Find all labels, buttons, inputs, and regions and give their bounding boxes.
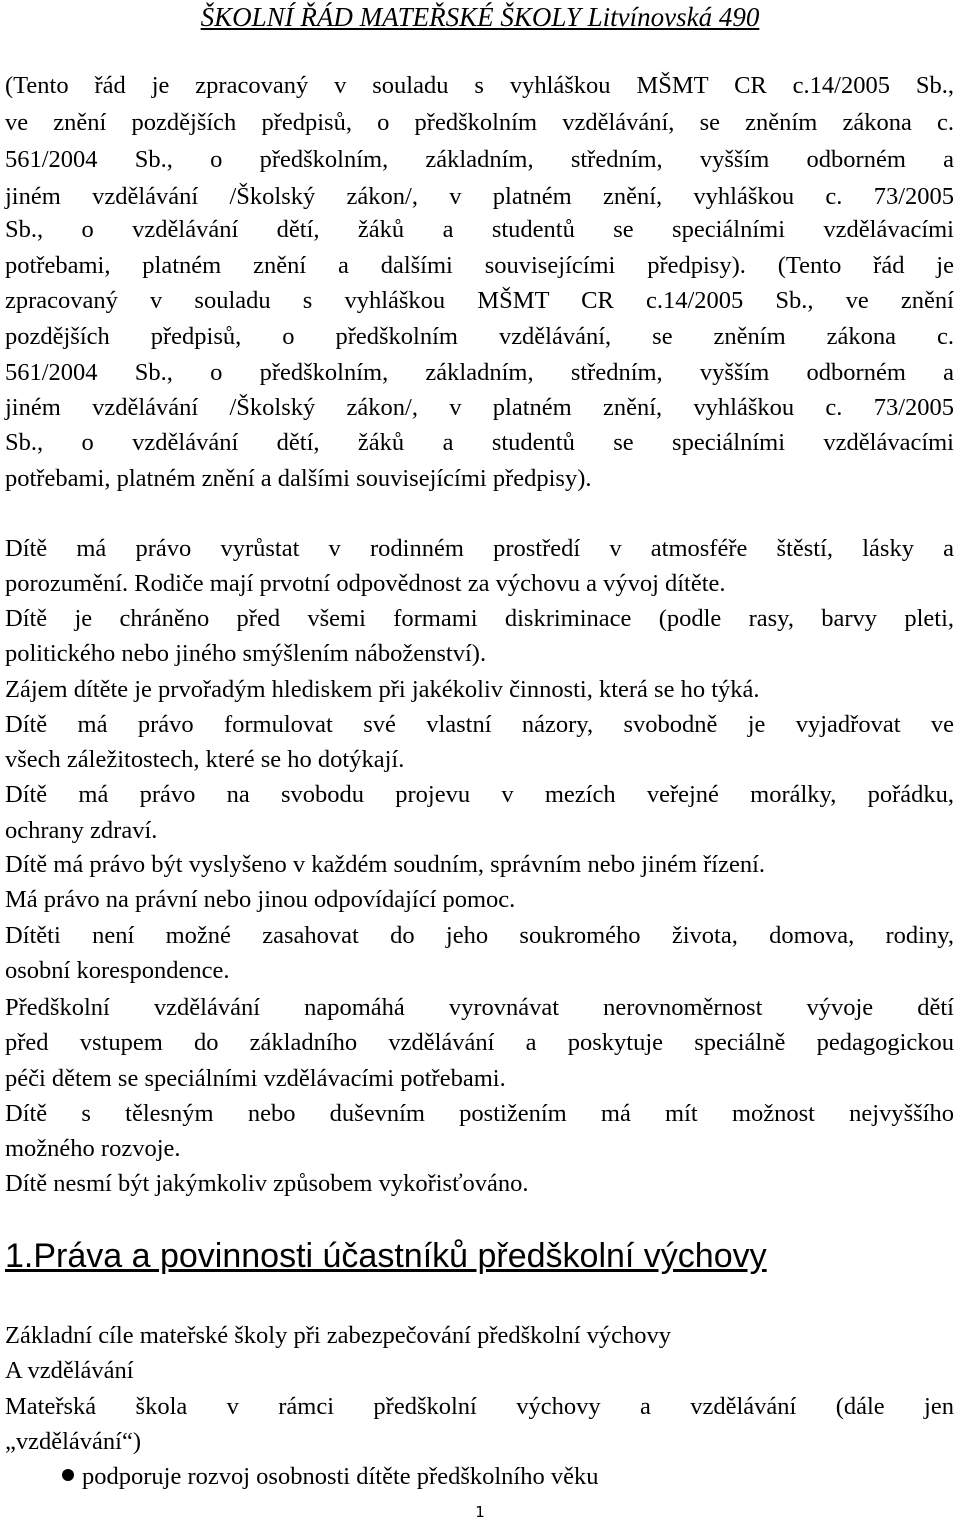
section-line: Mateřská škola v rámci předškolní výchovy a vzdělávání (dále jen — [5, 1393, 954, 1420]
document-title: ŠKOLNÍ ŘÁD MATEŘSKÉ ŠKOLY Litvínovská 490 — [200, 2, 760, 32]
rights-line: Předškolní vzdělávání napomáhá vyrovnávat nerovnoměrnost vývoje dětí — [5, 994, 954, 1021]
intro-line: jiném vzdělávání /Školský zákon/, v platném znění, vyhláškou c. 73/2005 — [5, 183, 954, 210]
intro-line: jiném vzdělávání /Školský zákon/, v platném znění, vyhláškou c. 73/2005 — [5, 394, 954, 421]
rights-line: Zájem dítěte je prvořadým hlediskem při jakékoliv činnosti, která se ho týká. — [5, 676, 760, 703]
intro-line: 561/2004 Sb., o předškolním, základním, středním, vyšším odborném a — [5, 359, 954, 386]
section-line: Základní cíle mateřské školy při zabezpečování předškolní výchovy — [5, 1322, 672, 1349]
rights-line: Dítě má právo být vyslyšeno v každém soudním, správním nebo jiném řízení. — [5, 851, 766, 878]
rights-line: možného rozvoje. — [5, 1135, 181, 1162]
rights-line: osobní korespondence. — [5, 957, 230, 984]
rights-line: Dítě má právo formulovat své vlastní názory, svobodně je vyjadřovat ve — [5, 711, 954, 738]
rights-line: porozumění. Rodiče mají prvotní odpovědnost za výchovu a vývoj dítěte. — [5, 570, 726, 597]
rights-line: Dítě je chráněno před všemi formami diskriminace (podle rasy, barvy pleti, — [5, 605, 954, 632]
rights-line: politického nebo jiného smýšlením náboženství). — [5, 640, 487, 667]
intro-line: Sb., o vzdělávání dětí, žáků a studentů se speciálními vzdělávacími — [5, 216, 954, 243]
rights-line: Dítěti není možné zasahovat do jeho soukromého života, domova, rodiny, — [5, 922, 954, 949]
rights-line: všech záležitostech, které se ho dotýkají. — [5, 746, 405, 773]
rights-line: Dítě má právo vyrůstat v rodinném prostředí v atmosféře štěstí, lásky a — [5, 535, 954, 562]
rights-line: péči dětem se speciálními vzdělávacími potřebami. — [5, 1065, 506, 1092]
page-number: 1 — [475, 1503, 485, 1521]
section-line: „vzdělávání“) — [5, 1428, 142, 1455]
bullet-icon — [62, 1469, 74, 1481]
intro-line: potřebami, platném znění a dalšími souvisejícími předpisy). (Tento řád je — [5, 252, 954, 279]
intro-line: zpracovaný v souladu s vyhláškou MŠMT CR c.14/2005 Sb., ve znění — [5, 287, 954, 314]
rights-line: před vstupem do základního vzdělávání a poskytuje speciálně pedagogickou — [5, 1029, 954, 1056]
intro-line: (Tento řád je zpracovaný v souladu s vyhláškou MŠMT CR c.14/2005 Sb., — [5, 72, 954, 99]
intro-line: 561/2004 Sb., o předškolním, základním, středním, vyšším odborném a — [5, 146, 954, 173]
section-line: A vzdělávání — [5, 1357, 134, 1384]
bullet-item-text: podporuje rozvoj osobnosti dítěte předškolního věku — [82, 1463, 599, 1490]
intro-line: ve znění pozdějších předpisů, o předškolním vzdělávání, se zněním zákona c. — [5, 109, 954, 136]
intro-line: pozdějších předpisů, o předškolním vzdělávání, se zněním zákona c. — [5, 323, 954, 350]
rights-line: Dítě má právo na svobodu projevu v mezích veřejné morálky, pořádku, — [5, 781, 954, 808]
rights-line: Má právo na právní nebo jinou odpovídající pomoc. — [5, 886, 516, 913]
section-heading: 1.Práva a povinnosti účastníků předškolní výchovy — [5, 1237, 767, 1275]
intro-line: potřebami, platném znění a dalšími souvisejícími předpisy). — [5, 465, 592, 492]
rights-line: ochrany zdraví. — [5, 817, 158, 844]
rights-line: Dítě s tělesným nebo duševním postižením má mít možnost nejvyššího — [5, 1100, 954, 1127]
rights-line: Dítě nesmí být jakýmkoliv způsobem vykořisťováno. — [5, 1170, 529, 1197]
intro-line: Sb., o vzdělávání dětí, žáků a studentů se speciálními vzdělávacími — [5, 429, 954, 456]
